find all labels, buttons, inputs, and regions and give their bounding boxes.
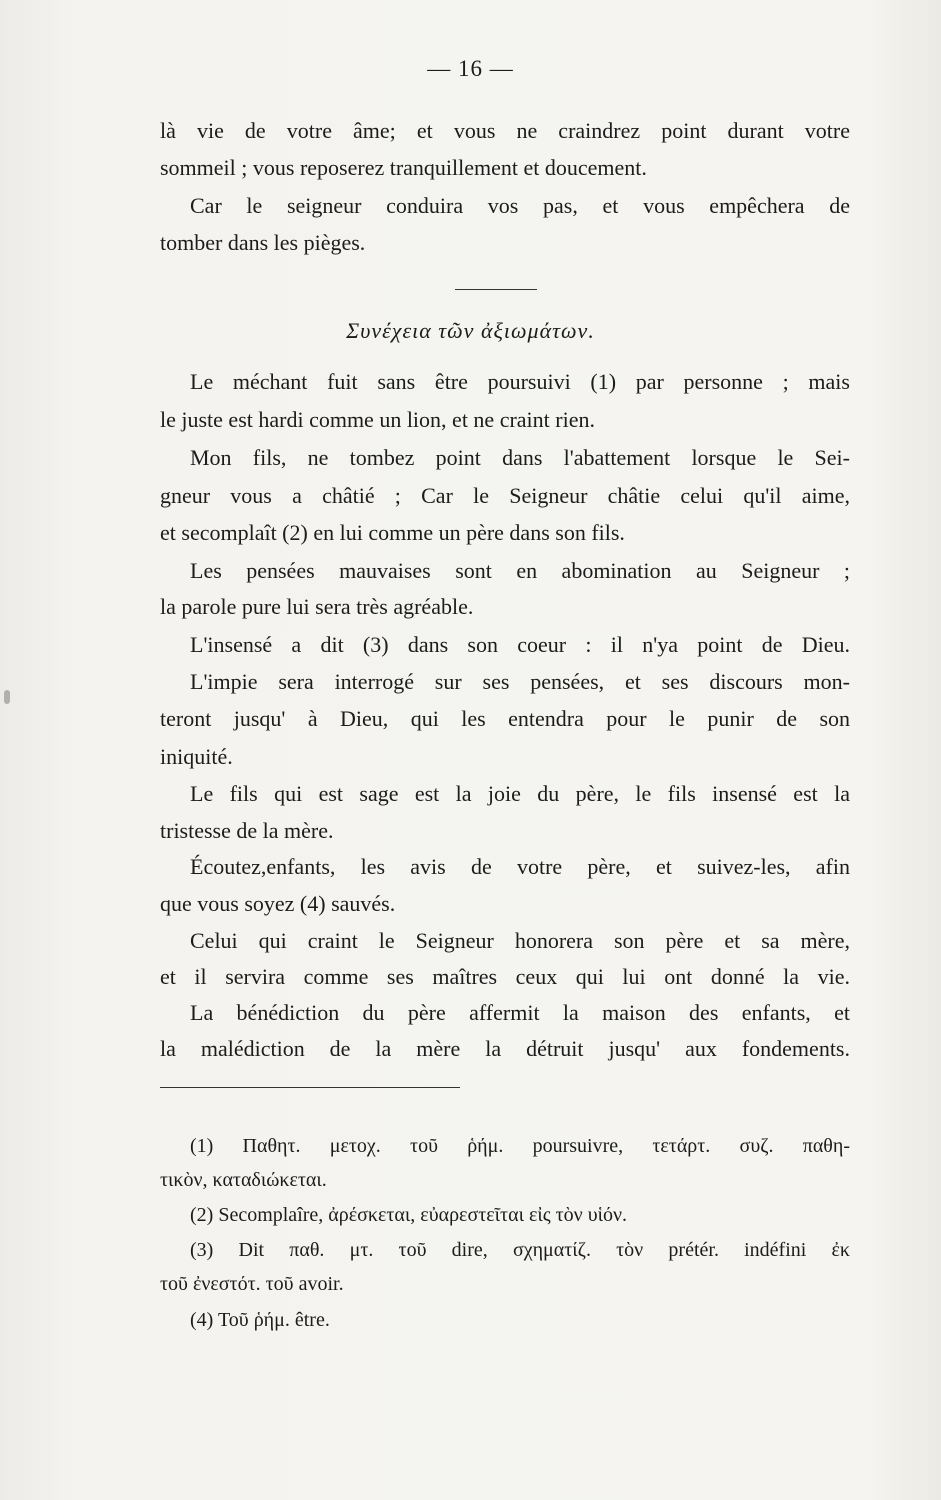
text-line: tristesse de la mère. bbox=[160, 818, 334, 843]
footnote-line: (4) Τοῦ ῥήμ. être. bbox=[190, 1309, 330, 1331]
text-line: Celui qui craint le Seigneur honorera son père et sa mère, bbox=[190, 928, 850, 953]
footnote-line: (1) Παθητ. μετοχ. τοῦ ῥήμ. poursuivre, τετάρτ. συζ. παθη- bbox=[190, 1135, 850, 1157]
text-line: L'impie sera interrogé sur ses pensées, et ses discours mon- bbox=[190, 669, 850, 694]
text-line: Les pensées mauvaises sont en abomination au Seigneur ; bbox=[190, 558, 850, 583]
section-title: Συνέχεια τῶν ἀξιωμάτων. bbox=[346, 318, 595, 343]
page-number: — 16 — bbox=[427, 56, 514, 81]
text-line: la malédiction de la mère la détruit jusqu' aux fondements. bbox=[160, 1036, 850, 1061]
text-line: Car le seigneur conduira vos pas, et vous empêchera de bbox=[190, 193, 850, 218]
text-line: L'insensé a dit (3) dans son coeur : il n'ya point de Dieu. bbox=[190, 632, 850, 657]
footnote-divider bbox=[160, 1087, 460, 1088]
footnote-line: (2) Secomplaîre, ἀρέσκεται, εὐαρεστεῖται εἰς τὸν υἱόν. bbox=[190, 1204, 628, 1226]
text-line: Écoutez,enfants, les avis de votre père, et suivez-les, afin bbox=[190, 854, 850, 879]
text-line: là vie de votre âme; et vous ne craindrez point durant votre bbox=[160, 118, 850, 143]
text-line: iniquité. bbox=[160, 744, 233, 769]
text-line: que vous soyez (4) sauvés. bbox=[160, 891, 396, 916]
text-line: sommeil ; vous reposerez tranquillement et doucement. bbox=[160, 155, 647, 180]
text-line: et il servira comme ses maîtres ceux qui lui ont donné la vie. bbox=[160, 964, 850, 989]
text-line: Mon fils, ne tombez point dans l'abattement lorsque le Sei- bbox=[190, 445, 850, 470]
text-line: gneur vous a châtié ; Car le Seigneur châtie celui qu'il aime, bbox=[160, 483, 850, 508]
text-line: tomber dans les pièges. bbox=[160, 230, 366, 255]
text-line: le juste est hardi comme un lion, et ne craint rien. bbox=[160, 407, 595, 432]
text-line: La bénédiction du père affermit la maison des enfants, et bbox=[190, 1000, 850, 1025]
text-line: Le méchant fuit sans être poursuivi (1) par personne ; mais bbox=[190, 369, 850, 394]
text-line: teront jusqu' à Dieu, qui les entendra pour le punir de son bbox=[160, 706, 850, 731]
footnote-line: τικὸν, καταδιώκεται. bbox=[160, 1169, 327, 1191]
margin-smudge bbox=[4, 690, 10, 704]
text-line: Le fils qui est sage est la joie du père, le fils insensé est la bbox=[190, 781, 850, 806]
text-line: et secomplaît (2) en lui comme un père dans son fils. bbox=[160, 520, 625, 545]
footnote-line: (3) Dit παθ. μτ. τοῦ dire, σχηματίζ. τὸν prétér. indéfini ἐκ bbox=[190, 1239, 850, 1261]
section-divider bbox=[455, 289, 537, 290]
text-line: la parole pure lui sera très agréable. bbox=[160, 594, 474, 619]
footnote-line: τοῦ ἐνεστότ. τοῦ avoir. bbox=[160, 1273, 344, 1295]
